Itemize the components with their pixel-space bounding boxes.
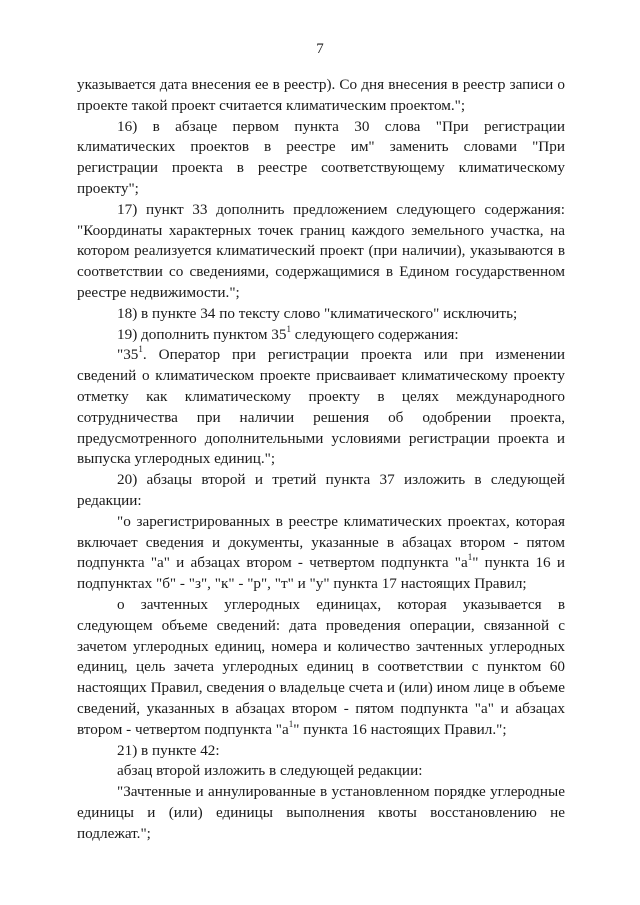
superscript: 1: [467, 552, 473, 563]
paragraph: [77, 325, 565, 346]
text-run: 17) пункт 33 дополнить предложением следующего содержания: "Координаты характерных точек границ каждого земельного участка, на котором реализуется климатический проект (при наличии), указываются в соответствии со сведениями, содержащимися в Едином государственном реестре недвижимости.";: [77, 200, 565, 301]
paragraph: [77, 345, 565, 470]
text-run: " пункта 16 и подпунктах "б" - "з", "к" - "р", "т" и "у" пункта 17 настоящих Правил;: [77, 554, 565, 593]
paragraph: [77, 741, 565, 762]
paragraph: [77, 761, 565, 782]
text-run: 16) в абзаце первом пункта 30 слова "При регистрации климатических проектов в реестре им" заменить словами "При регистрации проекта в реестре соответствующему климатическому проекту";: [77, 117, 565, 197]
superscript: 1: [138, 344, 143, 355]
paragraph: [77, 304, 565, 325]
text-run: . Оператор при регистрации проекта или при изменении сведений о климатическом проекте присваивает климатическому проекту отметку как климатическому проекту в целях международного сотрудничества при наличии решения об одобрении проекта, предусмотренного дополнительными условиями регистрации проекта и выпуска углеродных единиц.";: [77, 346, 565, 468]
page-number: 7: [316, 41, 324, 57]
text-run: следующего содержания:: [290, 325, 459, 343]
text-run: указывается дата внесения ее в реестр). Со дня внесения в реестр записи о проекте такой проект считается климатическим проектом.";: [77, 76, 565, 114]
text-run: абзац второй изложить в следующей редакции:: [117, 762, 423, 780]
superscript: 1: [288, 718, 294, 729]
text-run: 19) дополнить пунктом 35: [117, 325, 287, 343]
text-run: 18) в пункте 34 по тексту слово "климатического" исключить;: [117, 304, 518, 322]
text-run: о зачтенных углеродных единицах, которая указывается в следующем объеме сведений: дата проведения операции, связанной с зачетом углеродных единиц, номера и количество зачтенных углеродных единиц, цель зачета углеродных единиц в соответствии с пунктом 60 настоящих Правил, сведения о владельце счета и (или) ином лице в объеме сведений, указанных в абзацах втором - пятом подпункта "а" и абзацах втором - четвертом подпункта "а: [77, 595, 565, 738]
text-run: 20) абзацы второй и третий пункта 37 изложить в следующей редакции:: [77, 471, 565, 509]
text-run: " пункта 16 настоящих Правил.";: [293, 720, 507, 738]
text-run: 21) в пункте 42:: [117, 741, 220, 759]
text-run: "Зачтенные и аннулированные в установленном порядке углеродные единицы и (или) единицы выполнения квоты восстановлению не подлежат.";: [77, 783, 565, 842]
paragraph: [77, 595, 565, 741]
paragraph: [77, 512, 565, 595]
paragraph: [77, 470, 565, 512]
paragraph: [77, 75, 565, 117]
text-run: "35: [117, 346, 139, 364]
superscript: 1: [286, 323, 291, 334]
paragraph: [77, 200, 565, 304]
paragraph: [77, 782, 565, 844]
paragraph: [77, 117, 565, 200]
text-run: "о зарегистрированных в реестре климатических проектах, которая включает сведения и документы, указанные в абзацах втором - пятом подпункта "а" и абзацах втором - четвертом подпункта "а: [77, 512, 565, 572]
document-body: [77, 75, 565, 844]
